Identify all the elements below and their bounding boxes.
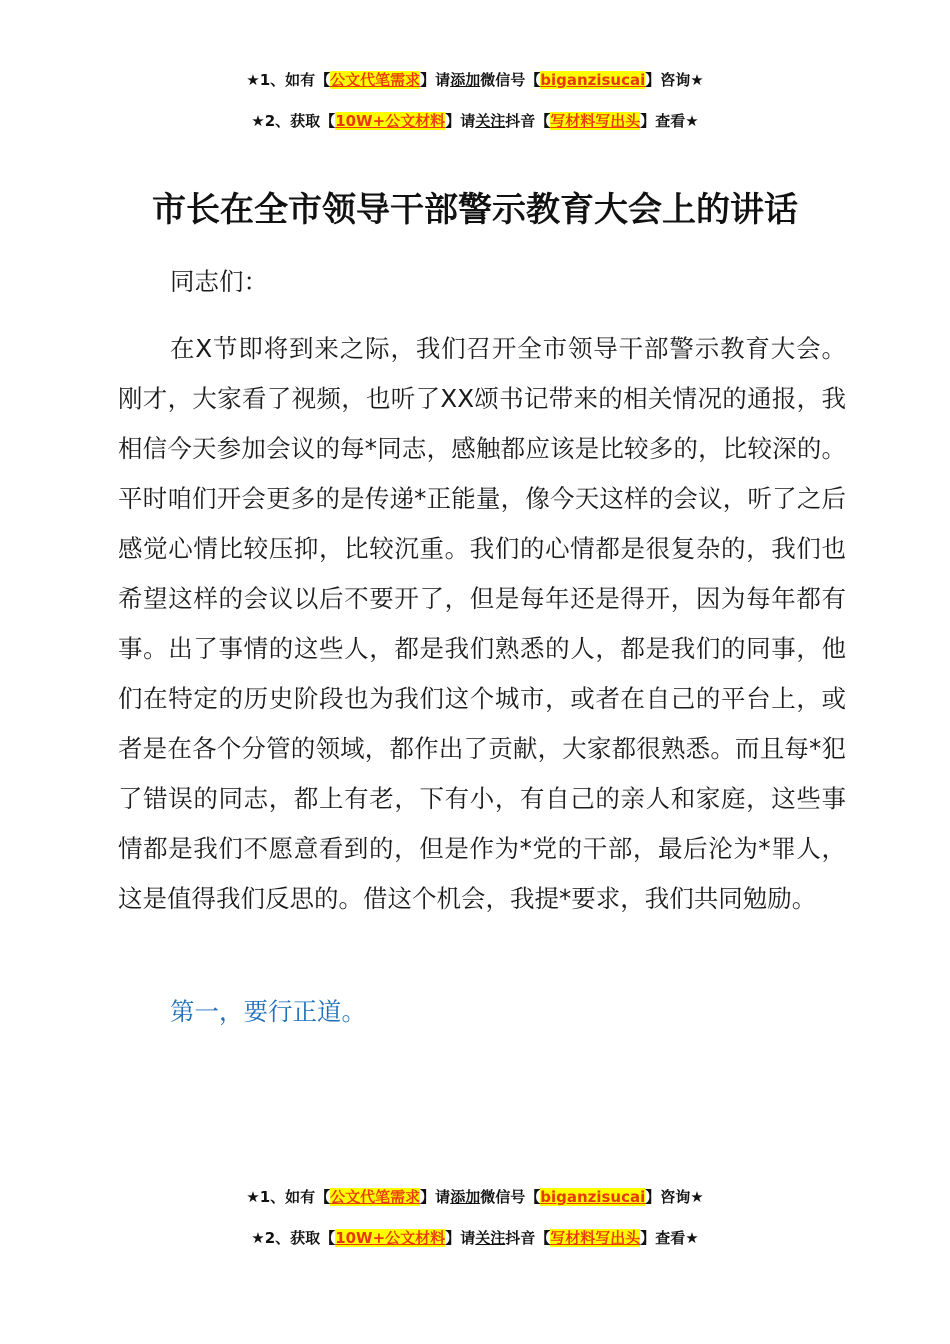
ad-underlined-text: 添加 (450, 71, 481, 89)
ad-highlight-douyin-id[interactable]: 写材料写出头 (550, 112, 641, 130)
ad-highlight-wechat-id[interactable]: biganzisucai (540, 71, 646, 89)
body-paragraph: 在X节即将到来之际，我们召开全市领导干部警示教育大会。刚才，大家看了视频，也听了XX颂书记带来的相关情况的通报，我相信今天参加会议的每*同志，感触都应该是比较多的，比较深的。平时咱们开会更多的是传递*正能量，像今天这样的会议，听了之后感觉心情比较压抑，比较沉重。我们的心情都是很复杂的，我们也希望这样的会议以后不要开了，但是每年还是得开，因为每年都有事。出了事情的这些人，都是我们熟悉的人，都是我们的同事，他们在特定的历史阶段也为我们这个城市，或者在自己的平台上，或者是在各个分管的领域，都作出了贡献，大家都很熟悉。而且每*犯了错误的同志，都上有老，下有小，有自己的亲人和家庭，这些事情都是我们不愿意看到的，但是作为*党的干部，最后沦为*罪人，这是值得我们反思的。借这个机会，我提*要求，我们共同勉励。 (118, 334, 846, 913)
ad-text: 】请 (445, 1229, 476, 1247)
greeting: 同志们： (170, 267, 268, 296)
ad-text: 抖音【 (505, 112, 551, 130)
ad-text: 】咨询★ (645, 71, 704, 89)
ad-line-1-top (0, 69, 950, 91)
ad-text: ★2、获取【 (251, 112, 336, 130)
ad-text: 】查看★ (640, 1229, 699, 1247)
ad-highlight-materials[interactable]: 10W+公文材料 (335, 1229, 446, 1247)
ad-line-2-top (0, 110, 950, 132)
section-heading: 第一，要行正道。 (170, 997, 366, 1026)
ad-underlined-text: 关注 (475, 112, 506, 130)
ad-highlight-service[interactable]: 公文代笔需求 (330, 1188, 421, 1206)
ad-highlight-materials[interactable]: 10W+公文材料 (335, 112, 446, 130)
ad-text: 】查看★ (640, 112, 699, 130)
ad-text: 】咨询★ (645, 1188, 704, 1206)
ad-text: ★2、获取【 (251, 1229, 336, 1247)
ad-text: ★1、如有【 (246, 71, 331, 89)
ad-text: 微信号【 (480, 1188, 541, 1206)
document-title: 市长在全市领导干部警示教育大会上的讲话 (152, 190, 798, 230)
ad-highlight-service[interactable]: 公文代笔需求 (330, 71, 421, 89)
ad-text: 抖音【 (505, 1229, 551, 1247)
ad-text: 微信号【 (480, 71, 541, 89)
ad-text: 】请 (445, 112, 476, 130)
ad-underlined-text: 添加 (450, 1188, 481, 1206)
ad-text: 】请 (420, 71, 451, 89)
ad-highlight-douyin-id[interactable]: 写材料写出头 (550, 1229, 641, 1247)
ad-line-2-bottom (0, 1227, 950, 1249)
ad-text: 】请 (420, 1188, 451, 1206)
ad-underlined-text: 关注 (475, 1229, 506, 1247)
ad-line-1-bottom (0, 1186, 950, 1208)
ad-text: ★1、如有【 (246, 1188, 331, 1206)
ad-highlight-wechat-id[interactable]: biganzisucai (540, 1188, 646, 1206)
